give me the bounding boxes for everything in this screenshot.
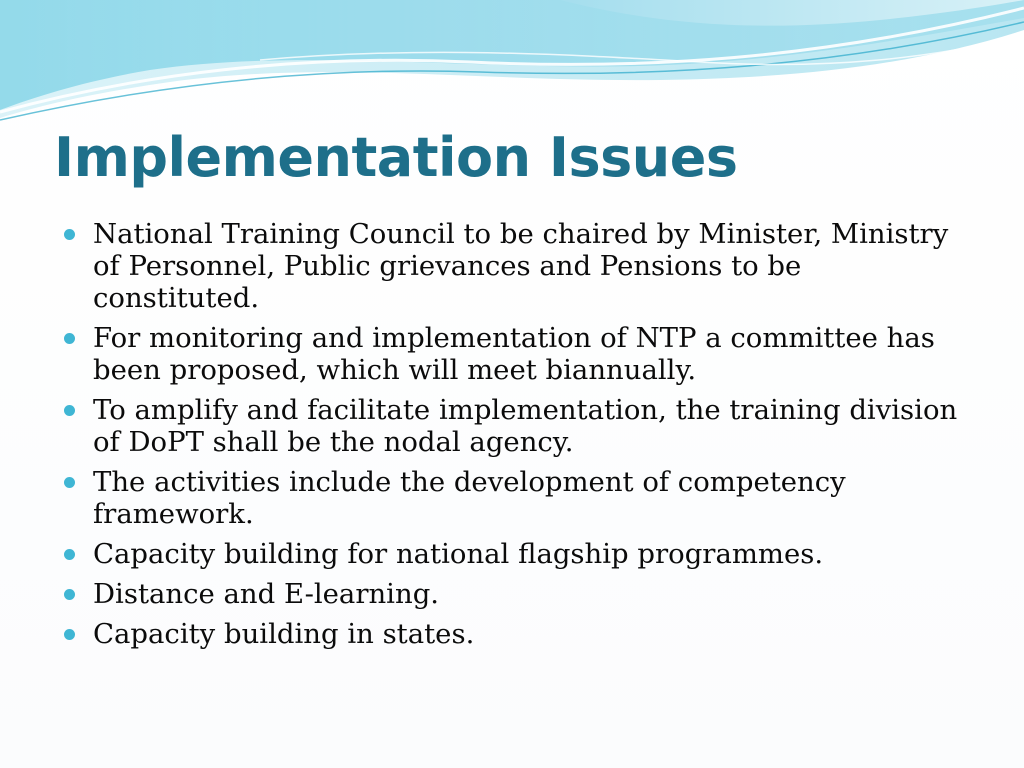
bullet-text: For monitoring and implementation of NTP a committee has been proposed, which will meet biannually.	[93, 322, 935, 386]
bullet-text: Capacity building for national flagship programmes.	[93, 538, 824, 570]
slide-title: Implementation Issues	[54, 126, 738, 189]
bullet-text: Distance and E-learning.	[93, 578, 440, 610]
bullet-item	[64, 578, 964, 610]
bullet-dot-icon	[64, 333, 75, 344]
bullet-text: The activities include the development of competency framework.	[93, 466, 846, 530]
bullet-dot-icon	[64, 477, 75, 488]
bullet-dot-icon	[64, 589, 75, 600]
bullet-list	[64, 218, 964, 658]
bullet-text: Capacity building in states.	[93, 618, 475, 650]
bullet-item	[64, 618, 964, 650]
header-wave-decoration	[0, 0, 1024, 130]
bullet-item	[64, 466, 964, 530]
bullet-dot-icon	[64, 229, 75, 240]
bullet-dot-icon	[64, 405, 75, 416]
bullet-dot-icon	[64, 549, 75, 560]
bullet-item	[64, 218, 964, 314]
bullet-dot-icon	[64, 629, 75, 640]
bullet-item	[64, 322, 964, 386]
bullet-text: National Training Council to be chaired by Minister, Ministry of Personnel, Public grievances and Pensions to be constituted.	[93, 218, 949, 314]
bullet-text: To amplify and facilitate implementation, the training division of DoPT shall be the nodal agency.	[93, 394, 958, 458]
bullet-item	[64, 394, 964, 458]
bullet-item	[64, 538, 964, 570]
